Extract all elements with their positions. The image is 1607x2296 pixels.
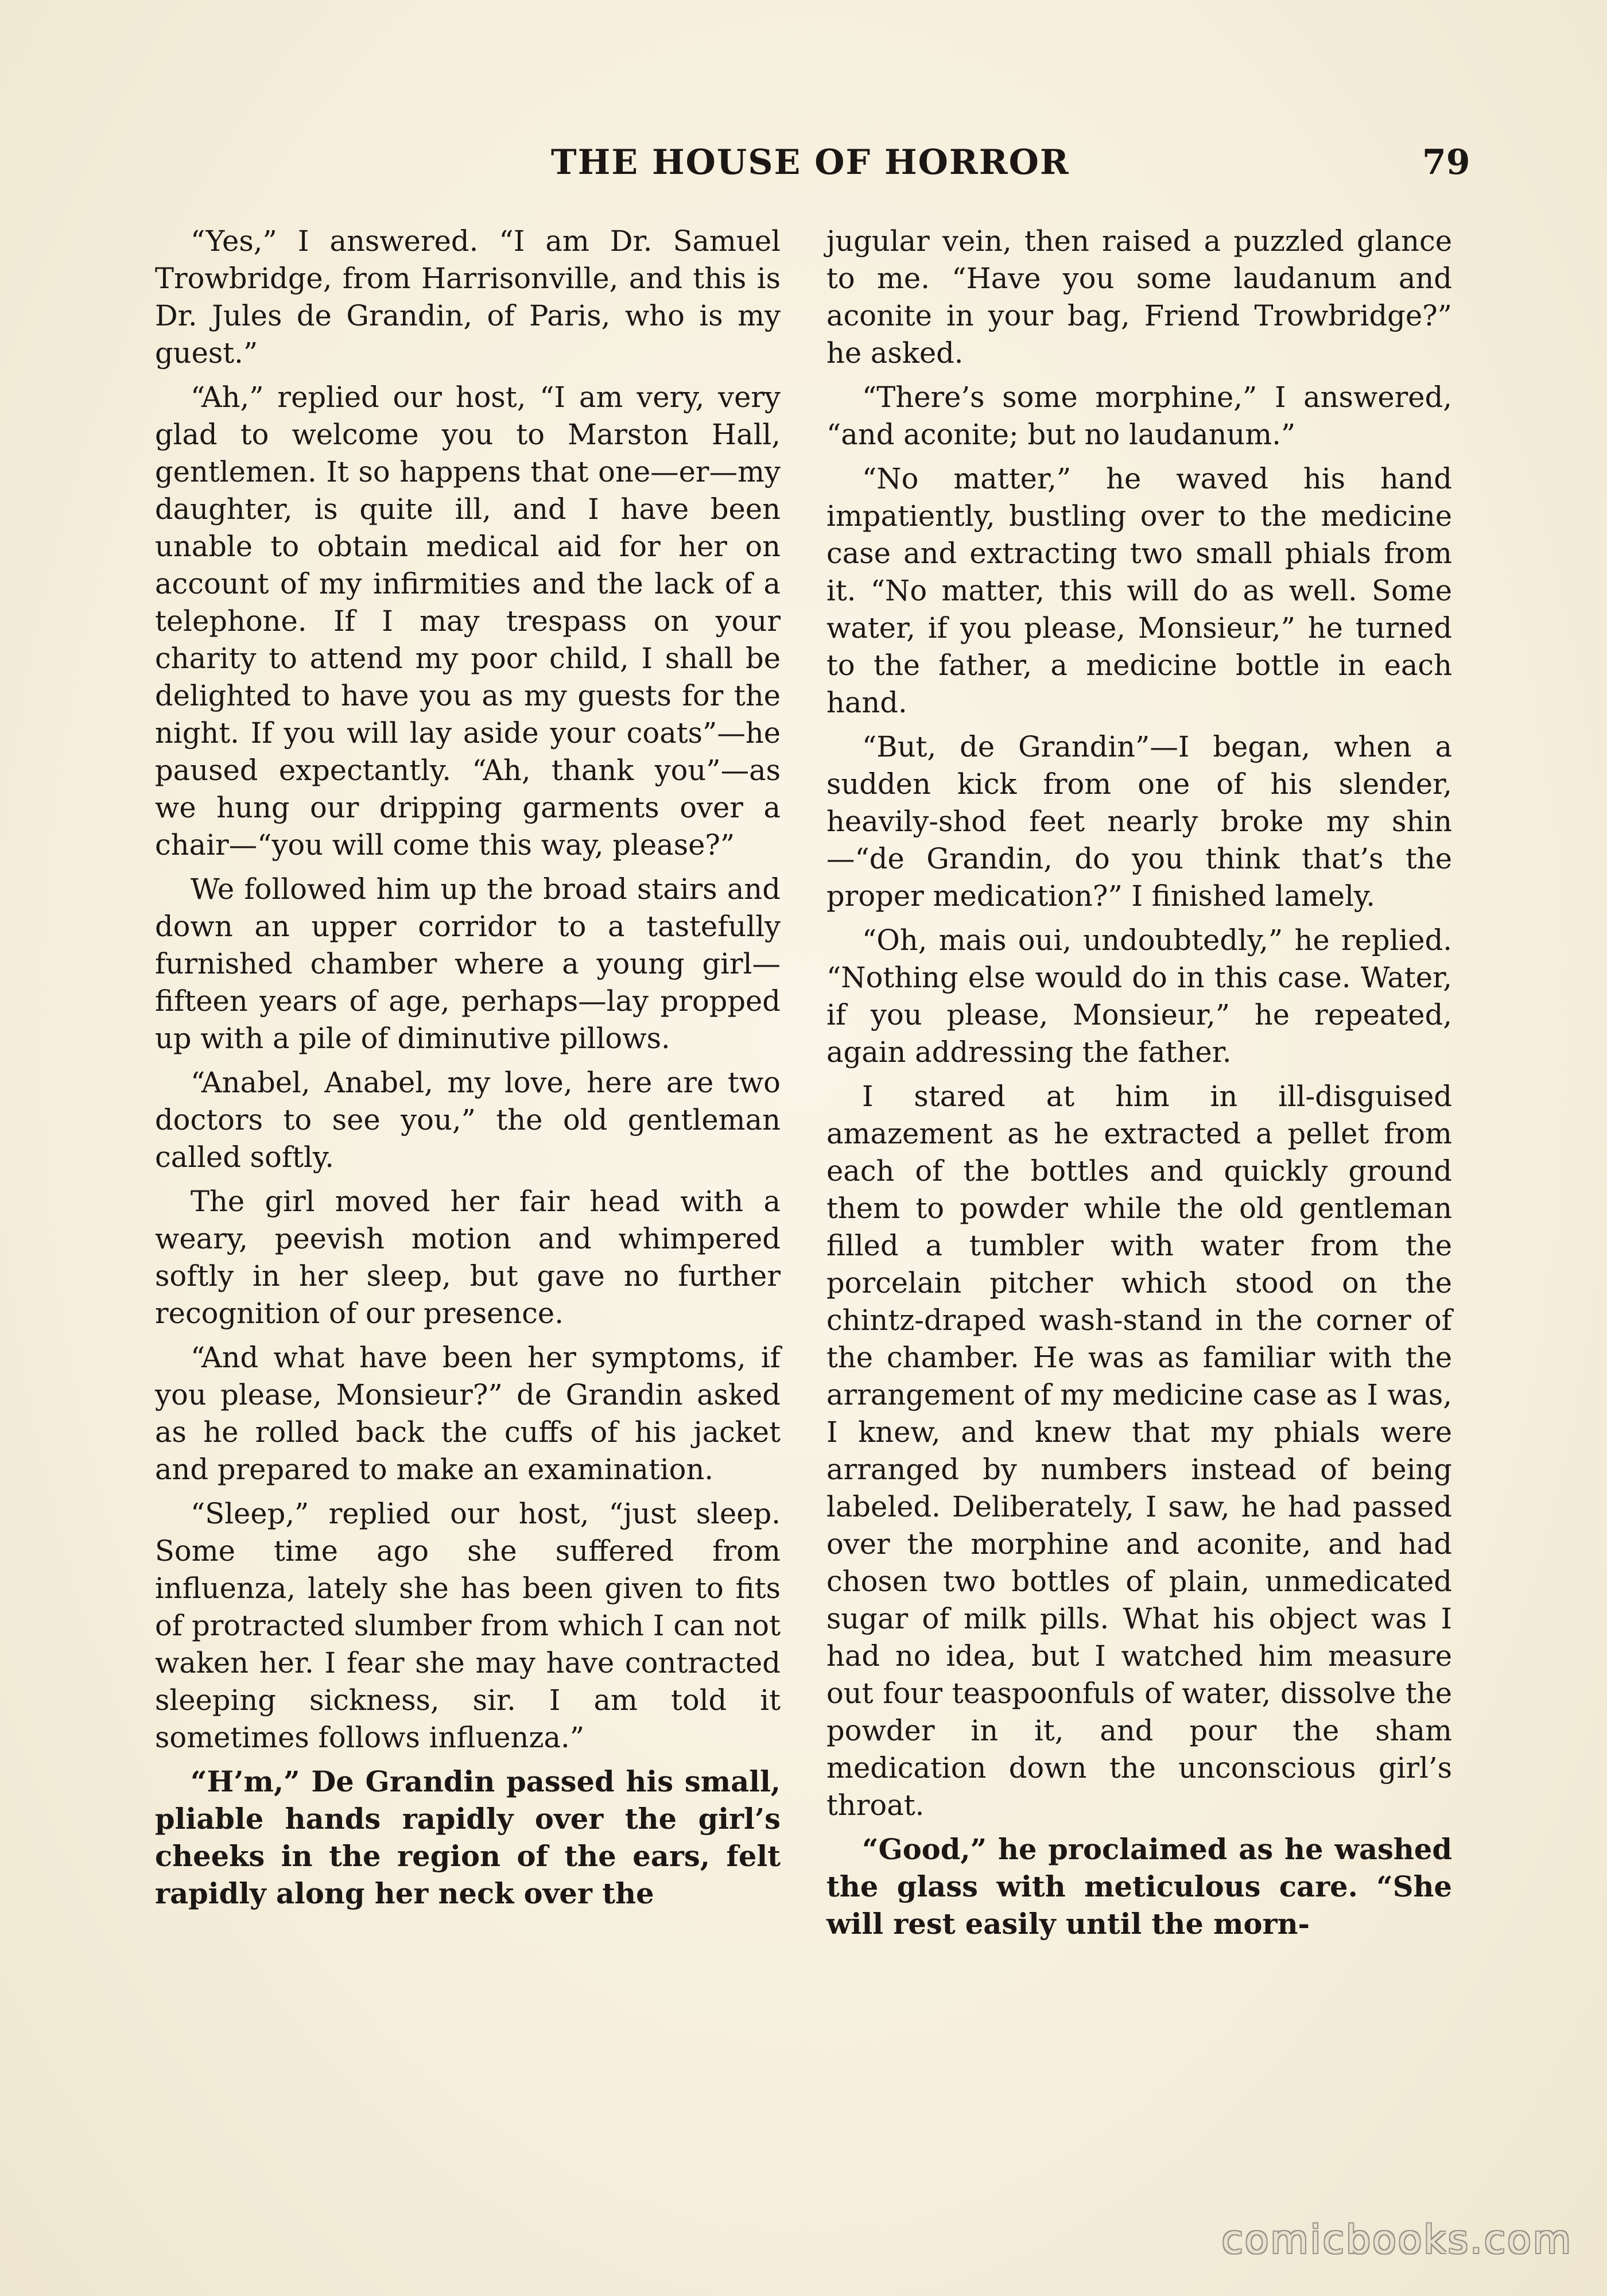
paragraph: “Yes,” I answered. “I am Dr. Samuel Trowbridge, from Harrisonville, and this is Dr. Jules de Grandin, of Paris, who is my guest.”	[155, 224, 781, 370]
right-text-column	[826, 223, 1452, 1950]
paragraph: “Anabel, Anabel, my love, here are two doctors to see you,” the old gentleman called softly.	[155, 1066, 781, 1174]
paragraph: “Ah,” replied our host, “I am very, very glad to welcome you to Marston Hall, gentlemen. It so happens that one—er—my daughter, is quite ill, and I have been unable to obtain medical aid for her on account of my infirmities and the lack of a telephone. If I may trespass on your charity to attend my poor child, I shall be delighted to have you as my guests for the night. If you will lay aside your coats”—he paused expectantly. “Ah, thank you”—as we hung our dripping garments over a chair—“you will come this way, please?”	[155, 381, 781, 862]
paragraph: We followed him up the broad stairs and down an upper corridor to a tastefully furnished chamber where a young girl—fifteen years of age, perhaps—lay propped up with a pile of diminutive pillows.	[155, 872, 781, 1055]
page-title: THE HOUSE OF HORROR	[551, 142, 1070, 183]
left-text-column	[155, 223, 781, 1919]
paragraph: “Good,” he proclaimed as he washed the glass with meticulous care. “She will rest easily until the morn-	[826, 1833, 1452, 1941]
paragraph-continued: jugular vein, then raised a puzzled glance to me. “Have you some laudanum and aconite in your bag, Friend Trowbridge?” he asked.	[826, 224, 1452, 370]
paragraph: “No matter,” he waved his hand impatiently, bustling over to the medicine case and extracting two small phials from it. “No matter, this will do as well. Some water, if you please, Monsieur,” he turned to the father, a medicine bottle in each hand.	[826, 462, 1452, 719]
watermark: comicbooks.com	[1221, 2217, 1573, 2263]
paragraph: “Oh, mais oui, undoubtedly,” he replied. “Nothing else would do in this case. Water, if you please, Monsieur,” he repeated, again addressing the father.	[826, 924, 1452, 1069]
paragraph: “And what have been her symptoms, if you please, Monsieur?” de Grandin asked as he rolled back the cuffs of his jacket and prepared to make an examination.	[155, 1341, 781, 1486]
paragraph: “Sleep,” replied our host, “just sleep. Some time ago she suffered from influenza, lately she has been given to fits of protracted slumber from which I can not waken her. I fear she may have contracted sleeping sickness, sir. I am told it sometimes follows influenza.”	[155, 1497, 781, 1754]
paragraph: I stared at him in ill-disguised amazement as he extracted a pellet from each of the bottles and quickly ground them to powder while the old gentleman filled a tumbler with water from the porcelain pitcher which stood on the chintz-draped wash-stand in the corner of the chamber. He was as familiar with the arrangement of my medicine case as I was, I knew, and knew that my phials were arranged by numbers instead of being labeled. Deliberately, I saw, he had passed over the morphine and aconite, and had chosen two bottles of plain, unmedicated sugar of milk pills. What his object was I had no idea, but I watched him measure out four teaspoonfuls of water, dissolve the powder in it, and pour the sham medication down the unconscious girl’s throat.	[826, 1080, 1452, 1822]
running-head	[0, 142, 1607, 188]
paragraph: “But, de Grandin”—I began, when a sudden kick from one of his slender, heavily-shod feet nearly broke my shin—“de Grandin, do you think that’s the proper medication?” I finished lamely.	[826, 730, 1452, 913]
paragraph: “H’m,” De Grandin passed his small, pliable hands rapidly over the girl’s cheeks in the region of the ears, felt rapidly along her neck over the	[155, 1765, 781, 1910]
paragraph: The girl moved her fair head with a weary, peevish motion and whimpered softly in her sleep, but gave no further recognition of our presence.	[155, 1185, 781, 1330]
page-number: 79	[1422, 142, 1470, 183]
paragraph: “There’s some morphine,” I answered, “and aconite; but no laudanum.”	[826, 381, 1452, 451]
